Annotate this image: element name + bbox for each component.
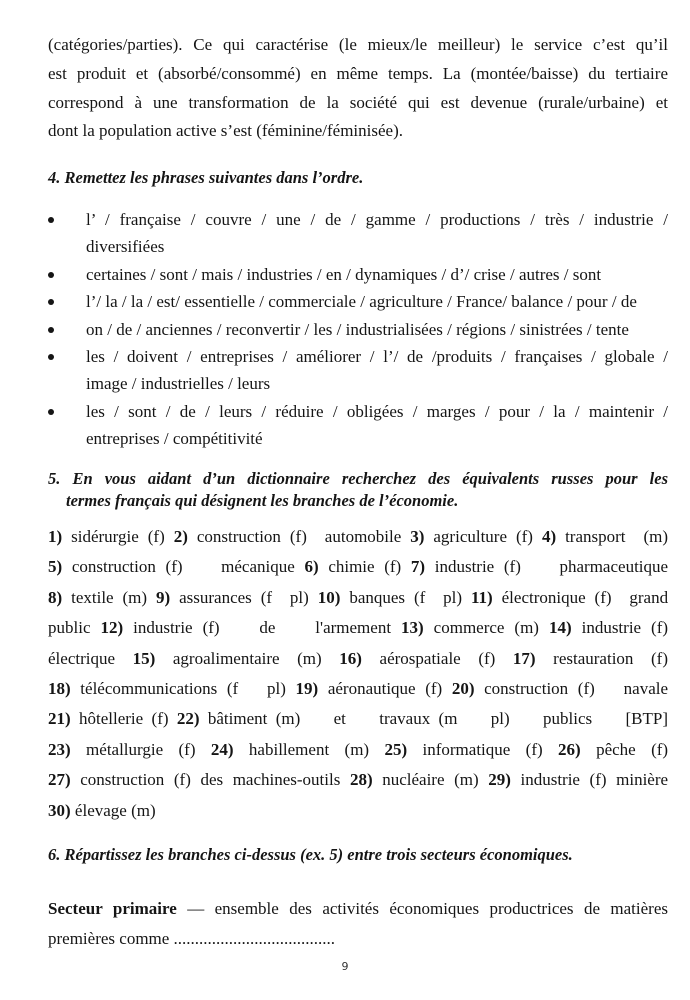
exercise-4-heading: 4. Remettez les phrases suivantes dans l’ordre. (48, 168, 364, 187)
branch-term: industrie (f) (581, 618, 669, 638)
exercise-6-heading: 6. Répartissez les branches ci-dessus (ex. 5) entre trois secteurs économiques. (48, 845, 573, 864)
bullet-item (48, 316, 668, 343)
branch-term: commerce (m) (433, 618, 539, 638)
bullet-text: image / industrielles / leurs (86, 374, 271, 394)
branch-term: assurances (f pl) (179, 587, 309, 607)
bullet-icon (48, 272, 54, 278)
branch-term: aérospatiale (f) (379, 648, 496, 668)
text-line: est produit et (absorbé/consommé) en même temps. La (montée/baisse) du tertiaire (48, 63, 668, 83)
branch-term: télécommunications (f pl) (80, 678, 286, 698)
intro-paragraph (48, 31, 668, 146)
branch-term: construction (f) mécanique (71, 557, 295, 577)
branch-term: industrie (f) minière (520, 770, 669, 790)
item-number: 13) (401, 618, 424, 638)
bullet-icon (48, 409, 54, 415)
bullet-item (48, 398, 668, 453)
item-number: 11) (470, 587, 493, 607)
heading-line: termes français qui désignent les branches de l’économie. (66, 491, 459, 510)
text-line: (catégories/parties). Ce qui caractérise (le mieux/le meilleur) le service c’est qu’il (48, 35, 668, 54)
branch-term: électrique (48, 648, 116, 668)
branch-term: chimie (f) (328, 557, 402, 577)
bullet-icon (48, 354, 54, 360)
bullet-text: certaines / sont / mais / industries / en / dynamiques / d’/ crise / autres / sont (86, 264, 602, 284)
item-number: 22) (176, 709, 200, 729)
branch-term: agroalimentaire (m) (172, 648, 322, 668)
branch-term: nucléaire (m) (382, 770, 479, 790)
sector-definition: — ensemble des activités économiques productrices de matières (176, 899, 668, 918)
branch-term: bâtiment (m) et travaux (m pl) publics [BTP] (207, 709, 668, 729)
bullet-text: l’ / française / couvre / une / de / gamme / productions / très / industrie / (86, 210, 668, 229)
branch-term: construction (f) navale (484, 678, 669, 698)
bullet-text: les / sont / de / leurs / réduire / obligées / marges / pour / la / maintenir / (86, 401, 668, 421)
branches-line (48, 583, 668, 613)
item-number: 6) (304, 557, 319, 577)
branch-term: banques (f pl) (349, 587, 463, 607)
branches-line (48, 644, 668, 674)
branch-term: métallurgie (f) (86, 739, 196, 759)
branch-term: textile (m) (71, 587, 148, 607)
branches-line (48, 704, 668, 734)
item-number: 30) (48, 800, 71, 820)
branch-term: élevage (m) (74, 800, 156, 820)
exercise-4-list (48, 206, 668, 453)
bullet-item (48, 206, 668, 261)
heading-line: 5. En vous aidant d’un dictionnaire recherchez des équivalents russes pour les (48, 469, 668, 488)
bullet-item (48, 261, 668, 288)
bullet-icon (48, 327, 54, 333)
branch-term: restauration (f) (553, 648, 668, 668)
item-number: 17) (512, 648, 536, 668)
branches-line (48, 765, 668, 795)
item-number: 14) (548, 618, 572, 638)
branch-term: construction (f) des machines-outils (80, 770, 341, 790)
bullet-icon (48, 217, 54, 223)
item-number: 9) (156, 587, 171, 607)
item-number: 20) (451, 678, 475, 698)
sector-primary-paragraph (48, 894, 668, 954)
page-number: 9 (341, 960, 349, 973)
sector-fill-in[interactable]: premières comme ...................................... (48, 929, 336, 948)
branches-line (48, 552, 668, 582)
item-number: 25) (384, 739, 408, 759)
item-number: 16) (339, 648, 362, 668)
sector-label: Secteur primaire (48, 899, 177, 918)
item-number: 8) (48, 587, 63, 607)
branch-term: informatique (f) (422, 739, 543, 759)
branch-term: agriculture (f) (433, 527, 533, 546)
branches-line (48, 796, 668, 826)
bullet-text: on / de / anciennes / reconvertir / les / industrialisées / régions / sinistrées / tente (86, 319, 629, 339)
branch-term: transport (m) (565, 527, 668, 546)
bullet-text: entreprises / compétitivité (86, 429, 263, 449)
item-number: 2) (173, 527, 188, 546)
bullet-text: les / doivent / entreprises / améliorer / l’/ de /produits / françaises / globale / (86, 346, 668, 366)
item-number: 10) (317, 587, 341, 607)
branches-line (48, 674, 668, 704)
text-line: correspond à une transformation de la société qui est devenue (rurale/urbaine) et (48, 92, 668, 112)
item-number: 3) (410, 527, 425, 546)
economy-branches-list (48, 522, 668, 826)
item-number: 24) (210, 739, 234, 759)
branches-line (48, 522, 668, 552)
branch-term: construction (f) automobile (196, 527, 402, 546)
branch-term: sidérurgie (f) (71, 527, 165, 546)
item-number: 21) (48, 709, 71, 729)
item-number: 7) (410, 557, 426, 577)
item-number: 18) (48, 678, 71, 698)
branch-term: public (48, 618, 91, 638)
branch-term: pêche (f) (596, 739, 669, 759)
branch-term: hôtellerie (f) (79, 709, 169, 729)
item-number: 12) (100, 618, 124, 638)
item-number: 5) (48, 557, 63, 577)
branches-line (48, 735, 668, 765)
branches-line (48, 613, 668, 643)
bullet-item (48, 343, 668, 398)
item-number: 23) (48, 739, 71, 759)
bullet-item (48, 288, 668, 315)
branch-term: habillement (m) (248, 739, 370, 759)
item-number: 19) (295, 678, 319, 698)
item-number: 4) (541, 527, 557, 546)
bullet-text: l’/ la / la / est/ essentielle / commerciale / agriculture / France/ balance / pour / de (86, 292, 637, 312)
branch-term: industrie (f) de l'armement (133, 618, 392, 638)
item-number: 15) (132, 648, 156, 668)
branch-term: industrie (f) pharmaceutique (434, 557, 669, 577)
branch-term: électronique (f) grand (501, 587, 669, 607)
branch-term: aéronautique (f) (327, 678, 443, 698)
item-number: 29) (488, 770, 511, 790)
item-number: 1) (48, 527, 63, 546)
text-line: dont la population active s’est (féminine/féminisée). (48, 121, 403, 141)
exercise-5-heading (48, 468, 668, 512)
item-number: 28) (349, 770, 373, 790)
item-number: 27) (48, 770, 71, 790)
item-number: 26) (558, 739, 581, 759)
bullet-icon (48, 299, 54, 305)
bullet-text: diversifiées (86, 237, 165, 257)
